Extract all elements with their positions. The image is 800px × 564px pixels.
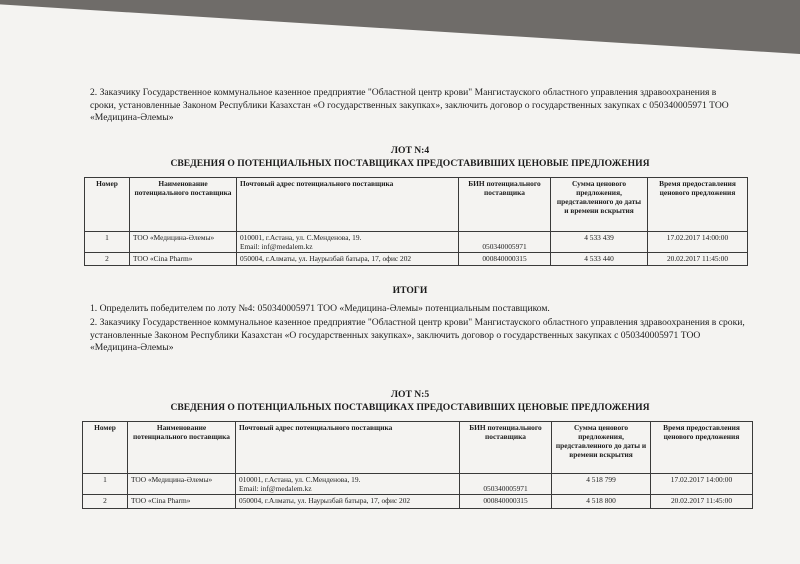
supplier-name: ТОО «Cina Pharm» [130, 253, 237, 266]
col-bin-header: БИН потенциального поставщика [460, 422, 552, 474]
address-email: Email: inf@medalem.kz [240, 242, 313, 251]
row-number: 1 [85, 232, 130, 253]
address-line: 050004, г.Алматы, ул. Наурызбай батыра, 17, офис 202 [239, 496, 411, 505]
price-amount: 4 533 439 [551, 232, 648, 253]
col-address-header: Почтовый адрес потенциального поставщика [237, 178, 459, 232]
col-amount-header: Сумма ценового предложения, представленного до даты и времени вскрытия [551, 178, 648, 232]
price-amount: 4 518 799 [552, 474, 651, 495]
lot4-table [84, 177, 748, 266]
col-number-header: Номер [83, 422, 128, 474]
address-line: 050004, г.Алматы, ул. Наурызбай батыра, 17, офис 202 [240, 254, 412, 263]
supplier-address [236, 495, 460, 509]
supplier-address [237, 232, 459, 253]
supplier-bin: 000840000315 [460, 495, 552, 509]
results-paragraph-2: 2. Заказчику Государственное коммунальное казенное предприятие "Областной центр крови" Мангистауского областного управления здравоохранения в сроки, установленные Законом Республики Казахстан «О государственных закупках», заключить договор о государственных закупках с 050340005971 ТОО «Медицина-Әлемы» [90, 317, 745, 353]
table-row [83, 474, 753, 495]
top-paragraph: 2. Заказчику Государственное коммунальное казенное предприятие "Областной центр крови" Мангистауского областного управления здравоохранения в сроки, установленные Законом Республики Казахстан «О государственных закупках», заключить договор о государственных закупках с 050340005971 ТОО «Медицина-Әлемы» [90, 87, 729, 123]
offer-time: 17.02.2017 14:00:00 [648, 232, 748, 253]
table-row [85, 253, 748, 266]
address-email: Email: inf@medalem.kz [239, 484, 312, 493]
lot5-table [82, 421, 753, 509]
results-title: ИТОГИ [392, 285, 428, 296]
offer-time: 17.02.2017 14:00:00 [651, 474, 753, 495]
supplier-bin: 050340005971 [460, 474, 552, 495]
offer-time: 20.02.2017 11:45:00 [648, 253, 748, 266]
supplier-name: ТОО «Медицина-Әлемы» [130, 232, 237, 253]
supplier-address [236, 474, 460, 495]
col-amount-header: Сумма ценового предложения, представленного до даты и времени вскрытия [552, 422, 651, 474]
supplier-bin: 050340005971 [459, 232, 551, 253]
lot4-header-row [85, 178, 748, 232]
col-time-header: Время предоставления ценового предложения [651, 422, 753, 474]
col-name-header: Наименование потенциального поставщика [128, 422, 236, 474]
offer-time: 20.02.2017 11:45:00 [651, 495, 753, 509]
results-paragraph-1: 1. Определить победителем по лоту №4: 050340005971 ТОО «Медицина-Әлемы» потенциальным поставщиком. [90, 303, 550, 314]
lot4-title: ЛОТ N:4 [390, 145, 430, 156]
supplier-name: ТОО «Медицина-Әлемы» [128, 474, 236, 495]
lot5-subtitle: СВЕДЕНИЯ О ПОТЕНЦИАЛЬНЫХ ПОСТАВЩИКАХ ПРЕДОСТАВИВШИХ ЦЕНОВЫЕ ПРЕДЛОЖЕНИЯ [170, 402, 650, 413]
lot5-title: ЛОТ N:5 [390, 389, 430, 400]
row-number: 2 [85, 253, 130, 266]
price-amount: 4 518 800 [552, 495, 651, 509]
row-number: 1 [83, 474, 128, 495]
col-name-header: Наименование потенциального поставщика [130, 178, 237, 232]
col-address-header: Почтовый адрес потенциального поставщика [236, 422, 460, 474]
table-row [83, 495, 753, 509]
supplier-address [237, 253, 459, 266]
table-row [85, 232, 748, 253]
col-time-header: Время предоставления ценового предложения [648, 178, 748, 232]
lot5-header-row [83, 422, 753, 474]
price-amount: 4 533 440 [551, 253, 648, 266]
col-bin-header: БИН потенциального поставщика [459, 178, 551, 232]
col-number-header: Номер [85, 178, 130, 232]
address-line: 010001, г.Астана, ул. С.Менденова, 19. [240, 233, 362, 242]
lot4-subtitle: СВЕДЕНИЯ О ПОТЕНЦИАЛЬНЫХ ПОСТАВЩИКАХ ПРЕДОСТАВИВШИХ ЦЕНОВЫЕ ПРЕДЛОЖЕНИЯ [170, 158, 650, 169]
supplier-name: ТОО «Cina Pharm» [128, 495, 236, 509]
row-number: 2 [83, 495, 128, 509]
supplier-bin: 000840000315 [459, 253, 551, 266]
address-line: 010001, г.Астана, ул. С.Менденова, 19. [239, 475, 361, 484]
